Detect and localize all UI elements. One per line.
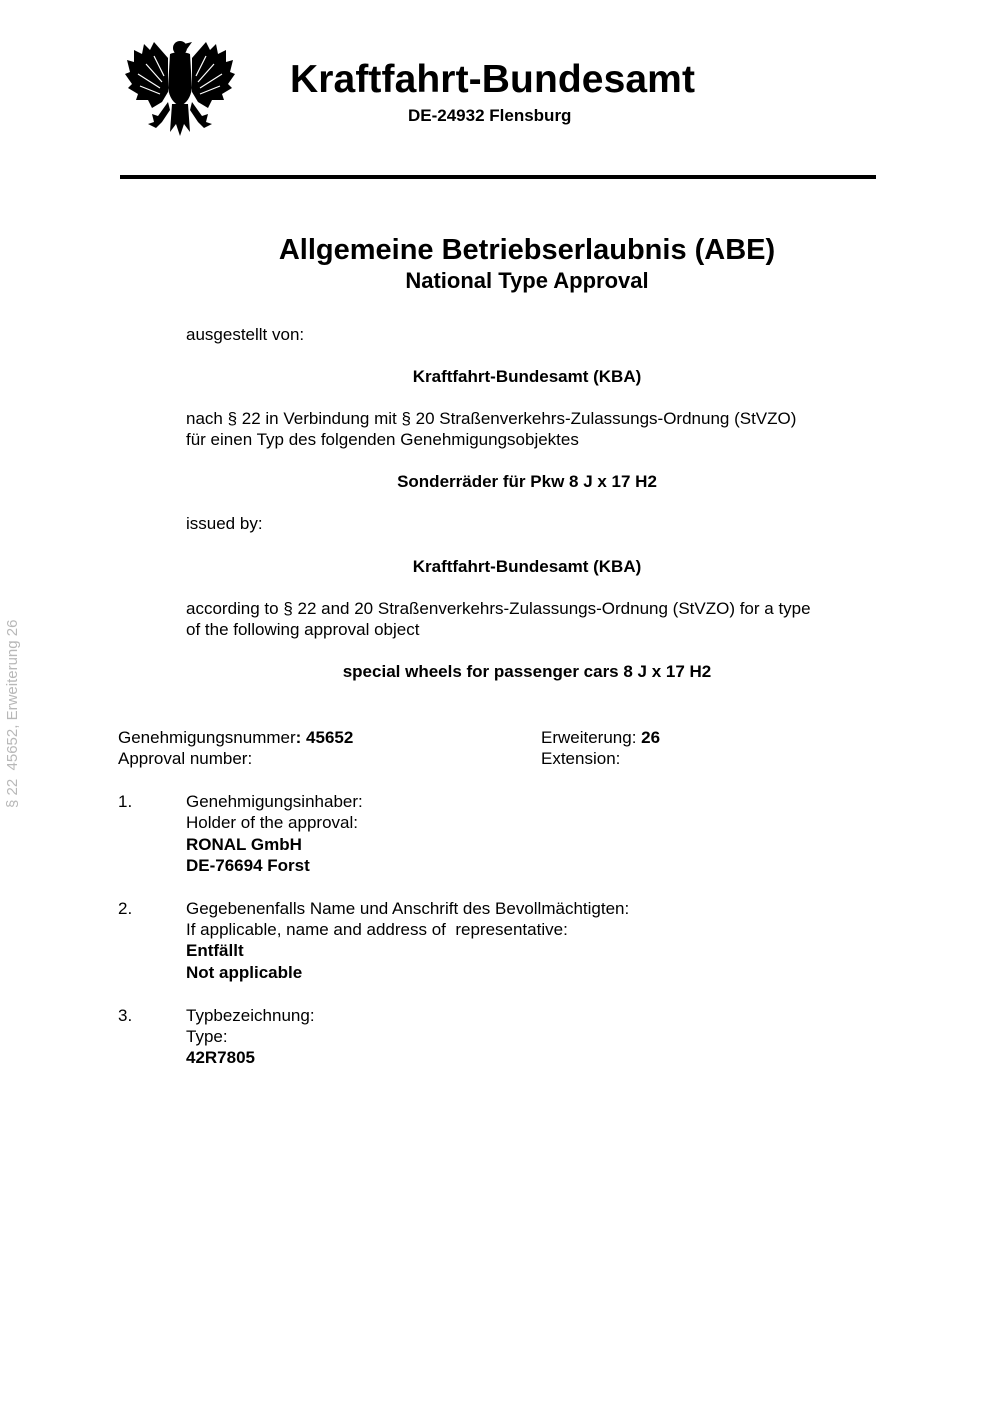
item-3-number: 3.: [118, 1006, 133, 1025]
issued-by-label-en: issued by:: [186, 514, 263, 533]
organization-name: Kraftfahrt-Bundesamt: [290, 58, 696, 101]
extension-row: [541, 727, 660, 748]
header-divider: [120, 175, 876, 179]
extension-value: 26: [641, 728, 661, 747]
approval-number-row: [118, 727, 353, 748]
legal-basis-en-line2: of the following approval object: [186, 620, 420, 639]
issuer-de: Kraftfahrt-Bundesamt (KBA): [412, 367, 642, 386]
approval-object-en: special wheels for passenger cars 8 J x 17 H2: [342, 662, 712, 681]
organization-address: DE-24932 Flensburg: [408, 106, 572, 125]
issuer-en: Kraftfahrt-Bundesamt (KBA): [412, 557, 642, 576]
item-3-label-de: Typbezeichnung:: [186, 1006, 315, 1025]
item-2-label-en: If applicable, name and address of representative:: [186, 920, 568, 939]
approval-object-de: Sonderräder für Pkw 8 J x 17 H2: [397, 472, 657, 491]
item-2-value-2: Not applicable: [186, 963, 303, 982]
legal-basis-en-line1: according to § 22 and 20 Straßenverkehrs-Zulassungs-Ordnung (StVZO) for a type: [186, 599, 811, 618]
document-subtitle: National Type Approval: [405, 268, 649, 293]
extension-label-de: Erweiterung:: [541, 728, 642, 747]
item-2-value-1: Entfällt: [186, 941, 244, 960]
item-1-number: 1.: [118, 792, 133, 811]
item-1-label-de: Genehmigungsinhaber:: [186, 792, 363, 811]
item-2-number: 2.: [118, 899, 133, 918]
federal-eagle-icon: [124, 36, 236, 140]
item-1-value-2: DE-76694 Forst: [186, 856, 310, 875]
item-2-label-de: Gegebenenfalls Name und Anschrift des Bevollmächtigten:: [186, 899, 630, 918]
legal-basis-de-line1: nach § 22 in Verbindung mit § 20 Straßenverkehrs-Zulassungs-Ordnung (StVZO): [186, 409, 797, 428]
document-title: Allgemeine Betriebserlaubnis (ABE): [278, 234, 776, 266]
item-1-value-1: RONAL GmbH: [186, 835, 302, 854]
approval-number-label-en: Approval number:: [118, 749, 253, 768]
item-3-label-en: Type:: [186, 1027, 228, 1046]
approval-number-value: : 45652: [295, 728, 354, 747]
legal-basis-de-line2: für einen Typ des folgenden Genehmigungsobjektes: [186, 430, 579, 449]
extension-label-en: Extension:: [541, 749, 621, 768]
item-3-value-1: 42R7805: [186, 1048, 256, 1067]
approval-number-label-de: Genehmigungsnummer: [118, 728, 296, 747]
item-1-label-en: Holder of the approval:: [186, 813, 358, 832]
side-reference-note: § 22 45652, Erweiterung 26: [4, 619, 21, 808]
issued-by-label-de: ausgestellt von:: [186, 325, 305, 344]
